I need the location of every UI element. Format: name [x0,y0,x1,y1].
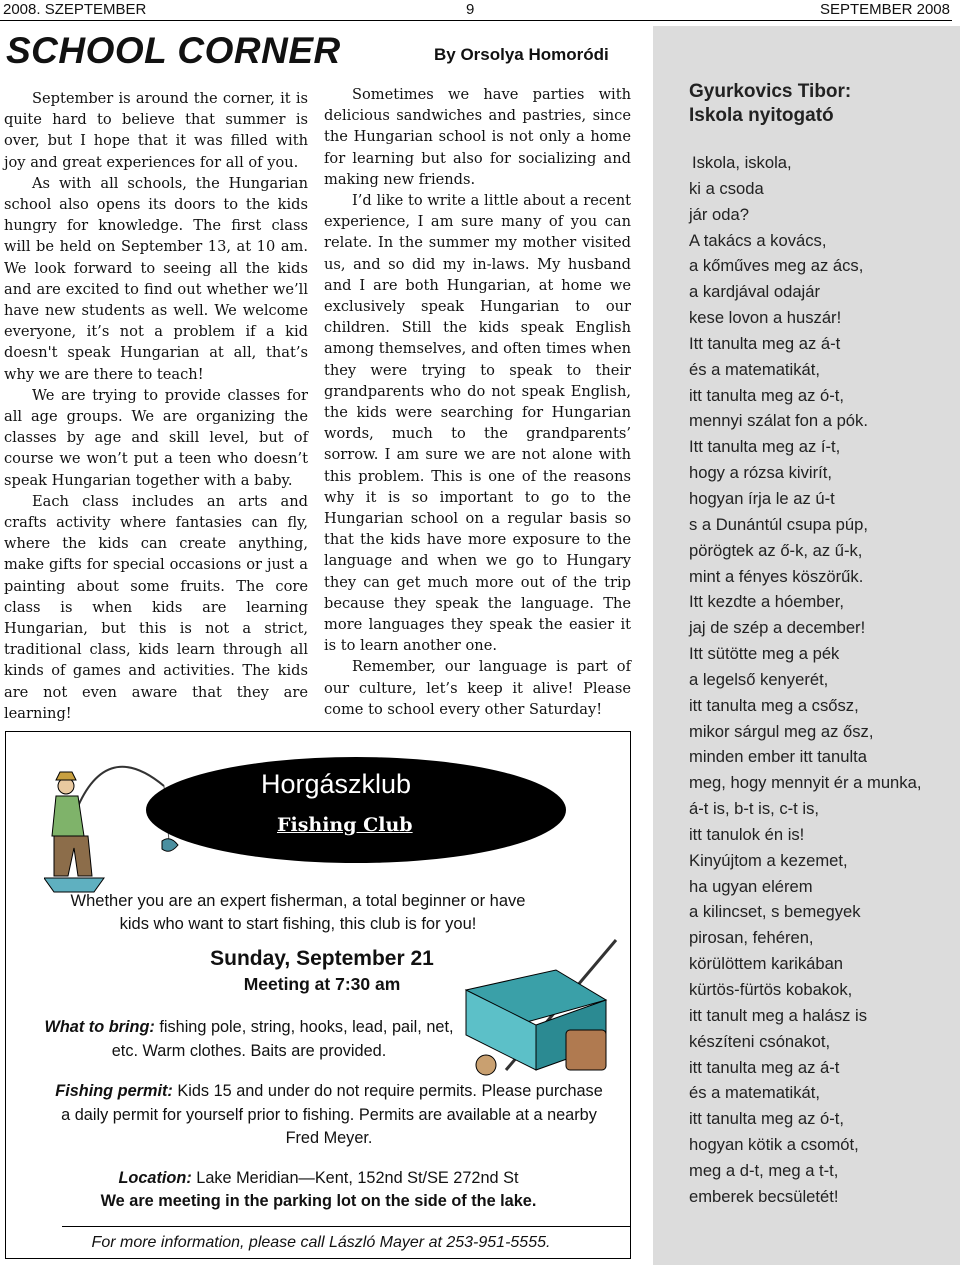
poem-line: körülöttem karikában [689,954,844,974]
poem-line: Itt sütötte meg a pék [689,644,840,664]
poem-line: ha ugyan elérem [689,876,813,896]
poem-line: Itt tanulta meg az á-t [689,333,841,353]
header-rule [0,20,952,21]
contact-info: For more information, please call László Mayer at 253-951-5555. [91,1234,551,1251]
poem-line: emberek becsületét! [689,1186,839,1206]
article-column-2 [324,84,631,720]
bring-text: fishing pole, string, hooks, lead, pail, net, etc. Warm clothes. Baits are provided. [111,1018,454,1060]
poem-lines [689,150,921,1210]
poem-line: Itt tanulta meg az í-t, [689,437,841,457]
poem-line: a kilincset, s bemegyek [689,902,861,922]
poem-line: és a matematikát, [689,359,820,379]
poem-line: Iskola, iskola, [692,153,792,172]
poem-line: Itt kezdte a hóember, [689,592,844,612]
poem-line: minden ember itt tanulta [689,747,868,767]
poem-line: pirosan, fehéren, [689,928,814,948]
meeting-time: Meeting at 7:30 am [243,974,401,994]
header-left-date: 2008. SZEPTEMBER [3,1,147,18]
poem-line: itt tanulok én is! [689,824,805,844]
what-to-bring [44,1015,454,1063]
poem-line: a legelső kenyerét, [689,669,829,689]
paragraph: September is around the corner, it is quite hard to believe that summer is over, but I hope that it was filled with joy and great experiences for all of you. [4,90,308,171]
poem-line: itt tanulta meg a csősz, [689,695,859,715]
paragraph: Each class includes an arts and crafts activity where fantasies can fly, where the kids can create anything, make gifts for special occasions or just a painting about some fruits. The core class is when kids are learning Hungarian, but this is not a strict, traditional class, kids learn through all kinds of games and activities. The kids are not even aware that they are learning! [4,492,308,722]
poem-line: jaj de szép a december! [689,618,866,638]
poem-name: Iskola nyitogató [689,105,834,126]
poem-line: mennyi szálat fon a pók. [689,411,868,431]
poem-line: a kardjával odajár [689,282,820,302]
page-number: 9 [466,1,475,18]
poem-line: ki a csoda [689,178,764,198]
club-title-english: Fishing Club [277,814,413,836]
poem-line: itt tanult meg a halász is [689,1005,868,1025]
poem-line: mint a fényes köszörűk. [689,566,864,586]
header-right-date: SEPTEMBER 2008 [819,1,950,18]
poem-line: á-t is, b-t is, c-t is, [689,799,819,819]
club-intro: Whether you are an expert fisherman, a total beginner or have kids who want to start fishing, this club is for you! [70,892,526,933]
poem-line: jár oda? [689,204,749,224]
poem-line: Kinyújtom a kezemet, [689,850,848,870]
poem-line: meg, hogy mennyit ér a munka, [689,773,922,793]
poem-line: kese lovon a huszár! [689,308,842,328]
poem-line: itt tanulta meg az ó-t, [689,385,844,405]
poem-line: a kőműves meg az ács, [689,256,864,276]
poem-line: kürtös-fürtös kobakok, [689,980,853,999]
paragraph: Sometimes we have parties with delicious sandwiches and pastries, since the Hungarian school is not only a home for learning but also for socializing and making new friends. [324,86,631,188]
permit-text: Kids 15 and under do not require permits. Please purchase a daily permit for yourself prior to fishing. Permits are available at a nearby Fred Meyer. [61,1082,603,1147]
article-column-1 [4,88,308,724]
meeting-date: Sunday, September 21 [210,947,434,970]
page-header [0,0,960,22]
poem-author: Gyurkovics Tibor: [689,81,852,102]
poem-line: készíteni csónakot, [689,1031,831,1051]
poem-line: hogyan írja le az ú-t [689,488,835,508]
contact-divider [62,1226,630,1227]
poem-line: és a matematikát, [689,1083,820,1103]
paragraph: As with all schools, the Hungarian school also opens its doors to the kids hungry for knowledge. The first class will be held on September 13, at 10 am. We look forward to seeing all the kids and are excited to find out whether we’ll have new students as well. We welcome everyone, it’s not a problem if a kid doesn't speak Hungarian at all, that’s why we are there to teach! [4,174,308,383]
poem-line: hogy a rózsa kivirít, [689,463,832,483]
meeting-note: We are meeting in the parking lot on the side of the lake. [100,1192,537,1210]
paragraph: I’d like to write a little about a recent experience, I am sure many of you can relate. In the summer my mother visited us, and so did my in-laws. My husband and I are both Hungarian, at home we exclusively speak Hungarian to our children. Still the kids speak English among themselves, and often times when they were trying to speak to their grandparents who do not speak English, the kids were searching for Hungarian words, much to the grandparents’ sorrow. I am sure we are not alone with this problem. This is one of the reasons why it is so important to go to the Hungarian school on a regular basis so that the kids have more exposure to the language and when we go to Hungary they can get much more out of the trip because they speak the language. The more languages they speak the easier it is to learn another one. [324,192,631,655]
poem-line: itt tanulta meg az ó-t, [689,1109,844,1129]
permit-label: Fishing permit: [55,1082,173,1100]
paragraph: Remember, our language is part of our culture, let’s keep it alive! Please come to school every other Saturday! [324,658,631,718]
location-label: Location: [118,1169,192,1187]
club-title-hungarian: Horgászklub [261,769,412,799]
fishing-club-flyer [5,731,631,1259]
tackle-box-illustration [446,920,626,1080]
location-text: Lake Meridian—Kent, 152nd St/SE 272nd St [191,1169,519,1187]
poem-line: mikor sárgul meg az ősz, [689,721,874,741]
poem-line: meg a d-t, meg a t-t, [689,1160,839,1180]
location [46,1169,591,1188]
poem-sidebar [653,26,960,1265]
article-byline: By Orsolya Homoródi [434,45,609,64]
poem-line: s a Dunántúl csupa púp, [689,514,868,534]
paragraph: We are trying to provide classes for all age groups. We are organizing the classes by age and skill level, but of course we won’t put a teen who doesn’t speak Hungarian together with a baby. [4,386,308,489]
bring-label: What to bring: [44,1018,155,1036]
poem-line: pörögtek az ő-k, az ű-k, [689,540,863,560]
fishing-permit [54,1080,604,1151]
poem-title [689,80,851,128]
poem-line: itt tanulta meg az á-t [689,1057,840,1077]
poem-line: A takács a kovács, [689,230,827,250]
article-title: SCHOOL CORNER [6,30,341,71]
poem-line: hogyan kötik a csomót, [689,1135,859,1155]
